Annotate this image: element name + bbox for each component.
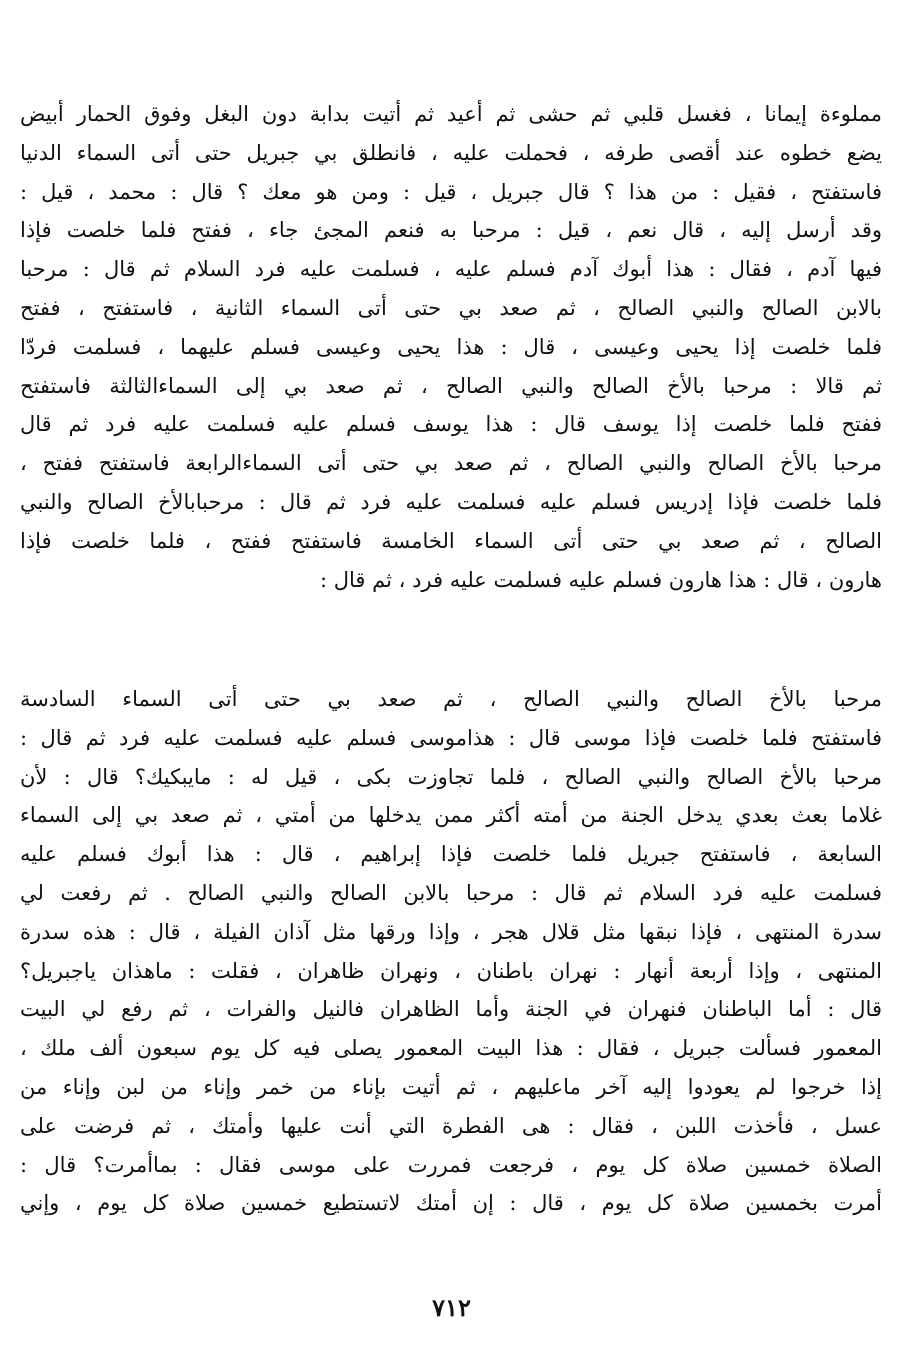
text-line: فسلمت عليه فرد السلام ثم قال : مرحبا بالابن الصالح والنبي الصالح . ثم رفعت لي — [20, 880, 882, 905]
text-line: بالابن الصالح والنبي الصالح ، ثم صعد بي حتى أتى السماء الثانية ، فاستفتح ، ففتح — [20, 295, 882, 320]
text-line: الصلاة خمسين صلاة كل يوم ، فرجعت فمررت على موسى فقال : بماأمرت؟ قال : — [20, 1152, 882, 1177]
text-line: فاستفتح فلما خلصت فإذا موسى قال : هذاموسى فسلم عليه فسلمت عليه فرد ثم قال : — [20, 725, 882, 750]
paragraph-1 — [20, 95, 882, 599]
text-line: عسل ، فأخذت اللبن ، فقال : هى الفطرة التي أنت عليها وأمتك ، ثم فرضت على — [20, 1113, 882, 1138]
text-line: المعمور فسألت جبريل ، فقال : هذا البيت المعمور يصلى فيه كل يوم سبعون ألف ملك ، — [20, 1036, 882, 1061]
text-line: هارون ، قال : هذا هارون فسلم عليه فسلمت عليه فرد ، ثم قال : — [320, 567, 882, 592]
text-line: إذا خرجوا لم يعودوا إليه آخر ماعليهم ، ثم أتيت بإناء من خمر وإناء من لبن وإناء من — [20, 1074, 882, 1099]
page-number: ٧١٢ — [432, 1293, 471, 1322]
text-line: أمرت بخمسين صلاة كل يوم ، قال : إن أمتك لاتستطيع خمسين صلاة كل يوم ، وإني — [20, 1191, 882, 1216]
text-line: ففتح فلما خلصت إذا يوسف قال : هذا يوسف فسلم عليه فسلمت عليه فرد ثم قال — [20, 412, 882, 437]
text-line: فاستفتح ، فقيل : من هذا ؟ قال جبريل ، قيل : ومن هو معك ؟ قال : محمد ، قيل : — [20, 179, 882, 204]
text-line: فيها آدم ، فقال : هذا أبوك آدم فسلم عليه ، فسلمت عليه فرد السلام ثم قال : مرحبا — [20, 257, 882, 282]
text-line: السابعة ، فاستفتح جبريل فلما خلصت فإذا إبراهيم ، قال : هذا أبوك فسلم عليه — [20, 842, 882, 867]
text-line: مرحبا بالأخ الصالح والنبي الصالح ، فلما تجاوزت بكى ، قيل له : مايبكيك؟ قال : لأن — [20, 764, 882, 789]
text-line: وقد أرسل إليه ، قال نعم ، قيل : مرحبا به فنعم المجئ جاء ، ففتح فلما خلصت فإذا — [20, 218, 882, 243]
text-line: مرحبا بالأخ الصالح والنبي الصالح ، ثم صعد بي حتى أتى السماء السادسة — [20, 687, 882, 711]
text-line: غلاما بعث بعدي يدخل الجنة من أمته أكثر ممن يدخلها من أمتي ، ثم صعد بي إلى السماء — [20, 803, 882, 828]
text-line: مرحبا بالأخ الصالح والنبي الصالح ، ثم صعد بي حتى أتى السماءالرابعة فاستفتح ففتح ، — [20, 451, 882, 476]
text-line: يضع خطوه عند أقصى طرفه ، فحملت عليه ، فانطلق بي جبريل حتى أتى السماء الدنيا — [20, 140, 882, 165]
text-line: مملوءة إيمانا ، فغسل قلبي ثم حشى ثم أعيد ثم أتيت بدابة دون البغل وفوق الحمار أبيض — [20, 102, 882, 126]
text-line: سدرة المنتهى ، فإذا نبقها مثل قلال هجر ، وإذا ورقها مثل آذان الفيلة ، قال : هذه سدرة — [20, 919, 882, 944]
text-line: فلما خلصت فإذا إدريس فسلم عليه فسلمت عليه فرد ثم قال : مرحبابالأخ الصالح والنبي — [20, 489, 882, 514]
text-line: قال : أما الباطنان فنهران في الجنة وأما الظاهران فالنيل والفرات ، ثم رفع لي البيت — [20, 997, 882, 1022]
text-line: الصالح ، ثم صعد بي حتى أتى السماء الخامسة فاستفتح ففتح ، فلما خلصت فإذا — [20, 528, 882, 553]
text-line: ثم قالا : مرحبا بالأخ الصالح والنبي الصالح ، ثم صعد بي إلى السماءالثالثة فاستفتح — [20, 373, 882, 398]
paragraph-2 — [20, 680, 882, 1223]
text-line: فلما خلصت إذا يحيى وعيسى ، قال : هذا يحيى وعيسى فسلم عليهما ، فسلمت فردّا — [20, 334, 882, 359]
text-line: المنتهى ، وإذا أربعة أنهار : نهران باطنان ، ونهران ظاهران ، فقلت : ماهذان ياجبريل؟ — [20, 958, 882, 983]
